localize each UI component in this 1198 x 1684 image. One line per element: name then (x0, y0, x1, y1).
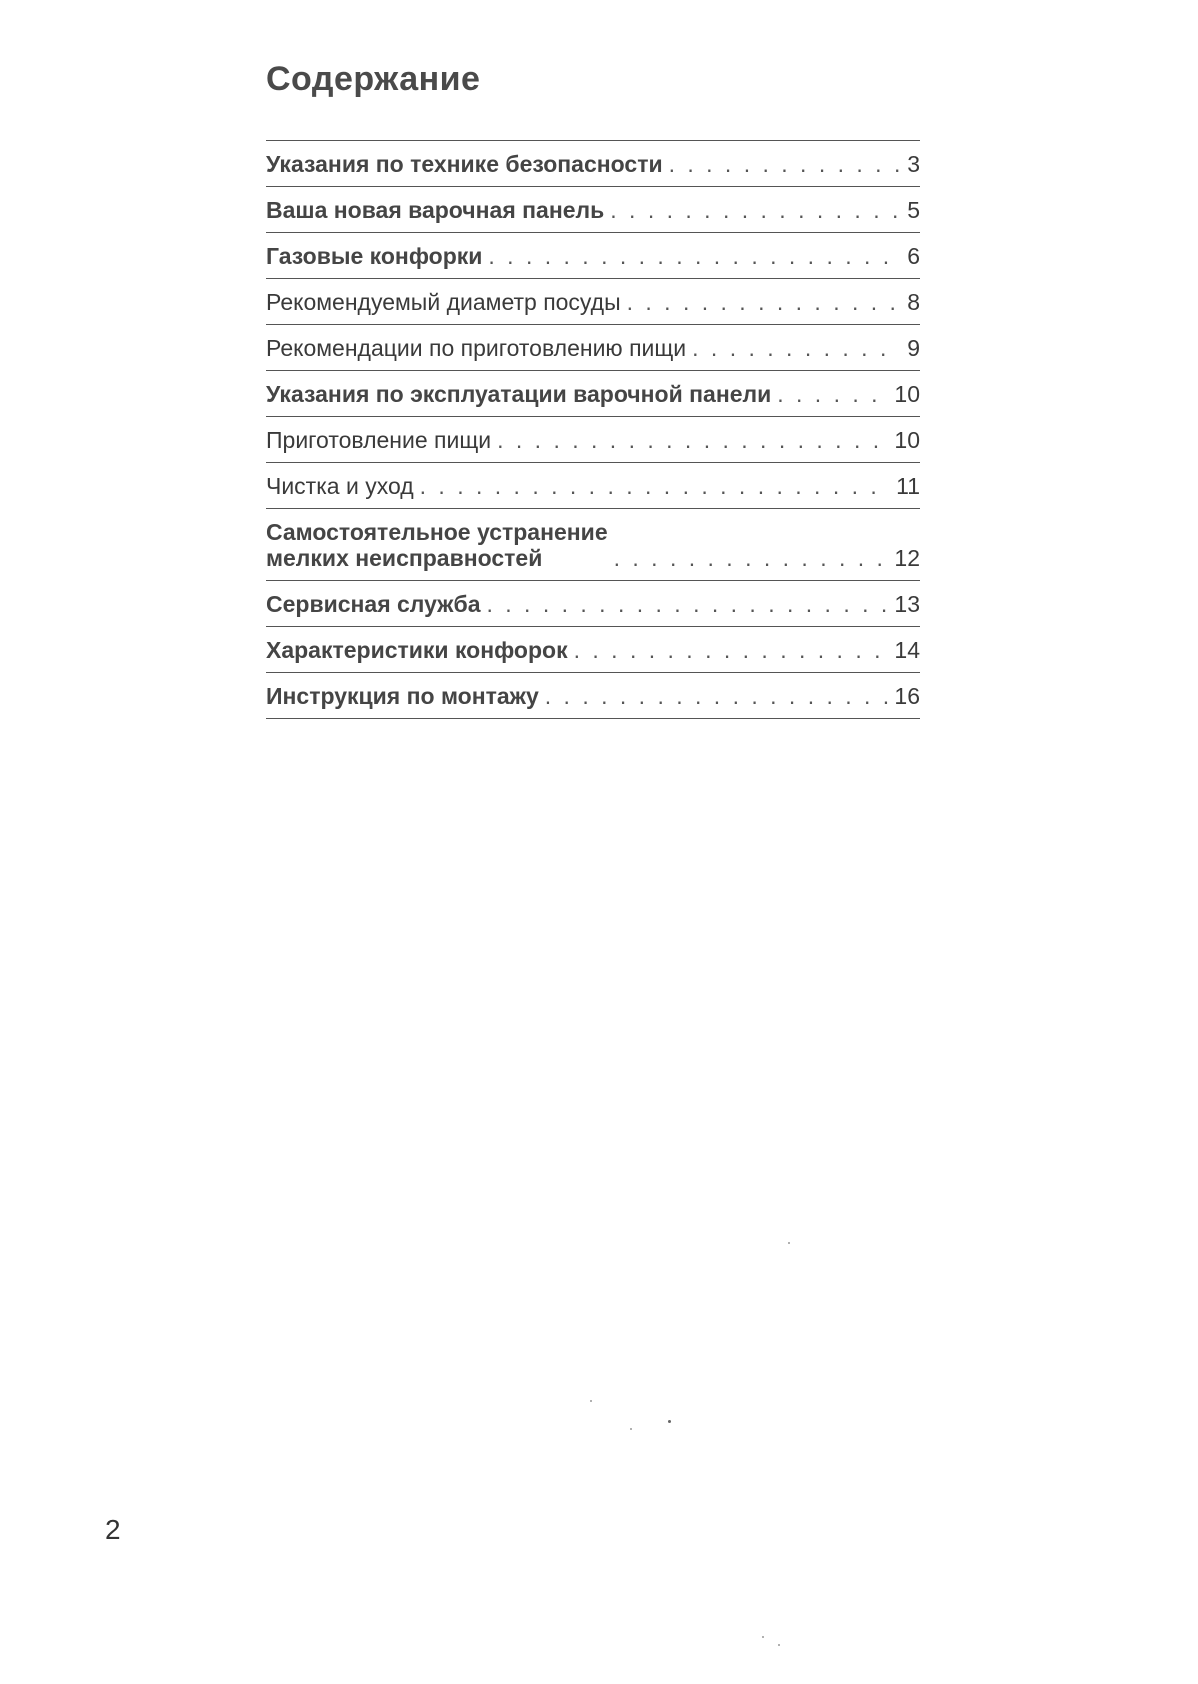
toc-leader-dots (614, 545, 889, 571)
toc-entry-title: Сервисная служба (266, 591, 481, 617)
toc-leader-dots (627, 289, 900, 315)
toc-entry-cooking-recommendations[interactable] (266, 325, 920, 371)
toc-entry-title: Рекомендации по приготовлению пищи (266, 335, 687, 361)
table-of-contents (266, 140, 920, 719)
toc-entry-title: Самостоятельное устранение мелких неисправностей (266, 519, 608, 571)
toc-entry-page: 12 (894, 545, 920, 571)
toc-entry-page: 13 (894, 591, 920, 617)
scan-speck (668, 1420, 671, 1423)
toc-entry-title: Указания по технике безопасности (266, 151, 663, 177)
toc-entry-service[interactable] (266, 581, 920, 627)
toc-entry-title: Приготовление пищи (266, 427, 492, 453)
toc-entry-cooking[interactable] (266, 417, 920, 463)
toc-leader-dots (777, 381, 888, 407)
toc-entry-troubleshooting[interactable] (266, 509, 920, 581)
scan-speck (778, 1644, 780, 1646)
scan-speck (590, 1400, 592, 1402)
toc-leader-dots (545, 683, 889, 709)
toc-entry-operating-instructions[interactable] (266, 371, 920, 417)
scan-speck (762, 1636, 764, 1638)
toc-leader-dots (692, 335, 900, 361)
toc-leader-dots (497, 427, 888, 453)
toc-entry-installation[interactable] (266, 673, 920, 719)
toc-entry-page: 5 (907, 197, 920, 223)
toc-entry-page: 16 (894, 683, 920, 709)
toc-entry-page: 8 (907, 289, 920, 315)
toc-leader-dots (669, 151, 900, 177)
toc-leader-dots (574, 637, 889, 663)
toc-entry-title: Указания по эксплуатации варочной панели (266, 381, 772, 407)
toc-entry-title: Газовые конфорки (266, 243, 483, 269)
toc-entry-burner-specs[interactable] (266, 627, 920, 673)
toc-entry-new-hob[interactable] (266, 187, 920, 233)
toc-entry-page: 10 (894, 427, 920, 453)
toc-entry-title: Рекомендуемый диаметр посуды (266, 289, 621, 315)
toc-leader-dots (487, 591, 889, 617)
toc-entry-title: Инструкция по монтажу (266, 683, 539, 709)
toc-entry-page: 10 (894, 381, 920, 407)
scan-speck (788, 1242, 790, 1244)
toc-entry-cookware-diameter[interactable] (266, 279, 920, 325)
toc-leader-dots (610, 197, 900, 223)
toc-entry-page: 11 (896, 473, 920, 499)
toc-leader-dots (488, 243, 900, 269)
page-title: Содержание (266, 60, 481, 98)
toc-entry-title: Ваша новая варочная панель (266, 197, 605, 223)
toc-entry-safety[interactable] (266, 141, 920, 187)
toc-entry-page: 3 (907, 151, 920, 177)
toc-entry-cleaning-care[interactable] (266, 463, 920, 509)
toc-entry-gas-burners[interactable] (266, 233, 920, 279)
page-number: 2 (105, 1514, 121, 1545)
toc-leader-dots (420, 473, 890, 499)
toc-entry-title: Чистка и уход (266, 473, 414, 499)
toc-entry-page: 9 (907, 335, 920, 361)
toc-entry-page: 6 (907, 243, 920, 269)
toc-entry-page: 14 (894, 637, 920, 663)
toc-entry-title: Характеристики конфорок (266, 637, 568, 663)
scan-speck (630, 1428, 632, 1430)
